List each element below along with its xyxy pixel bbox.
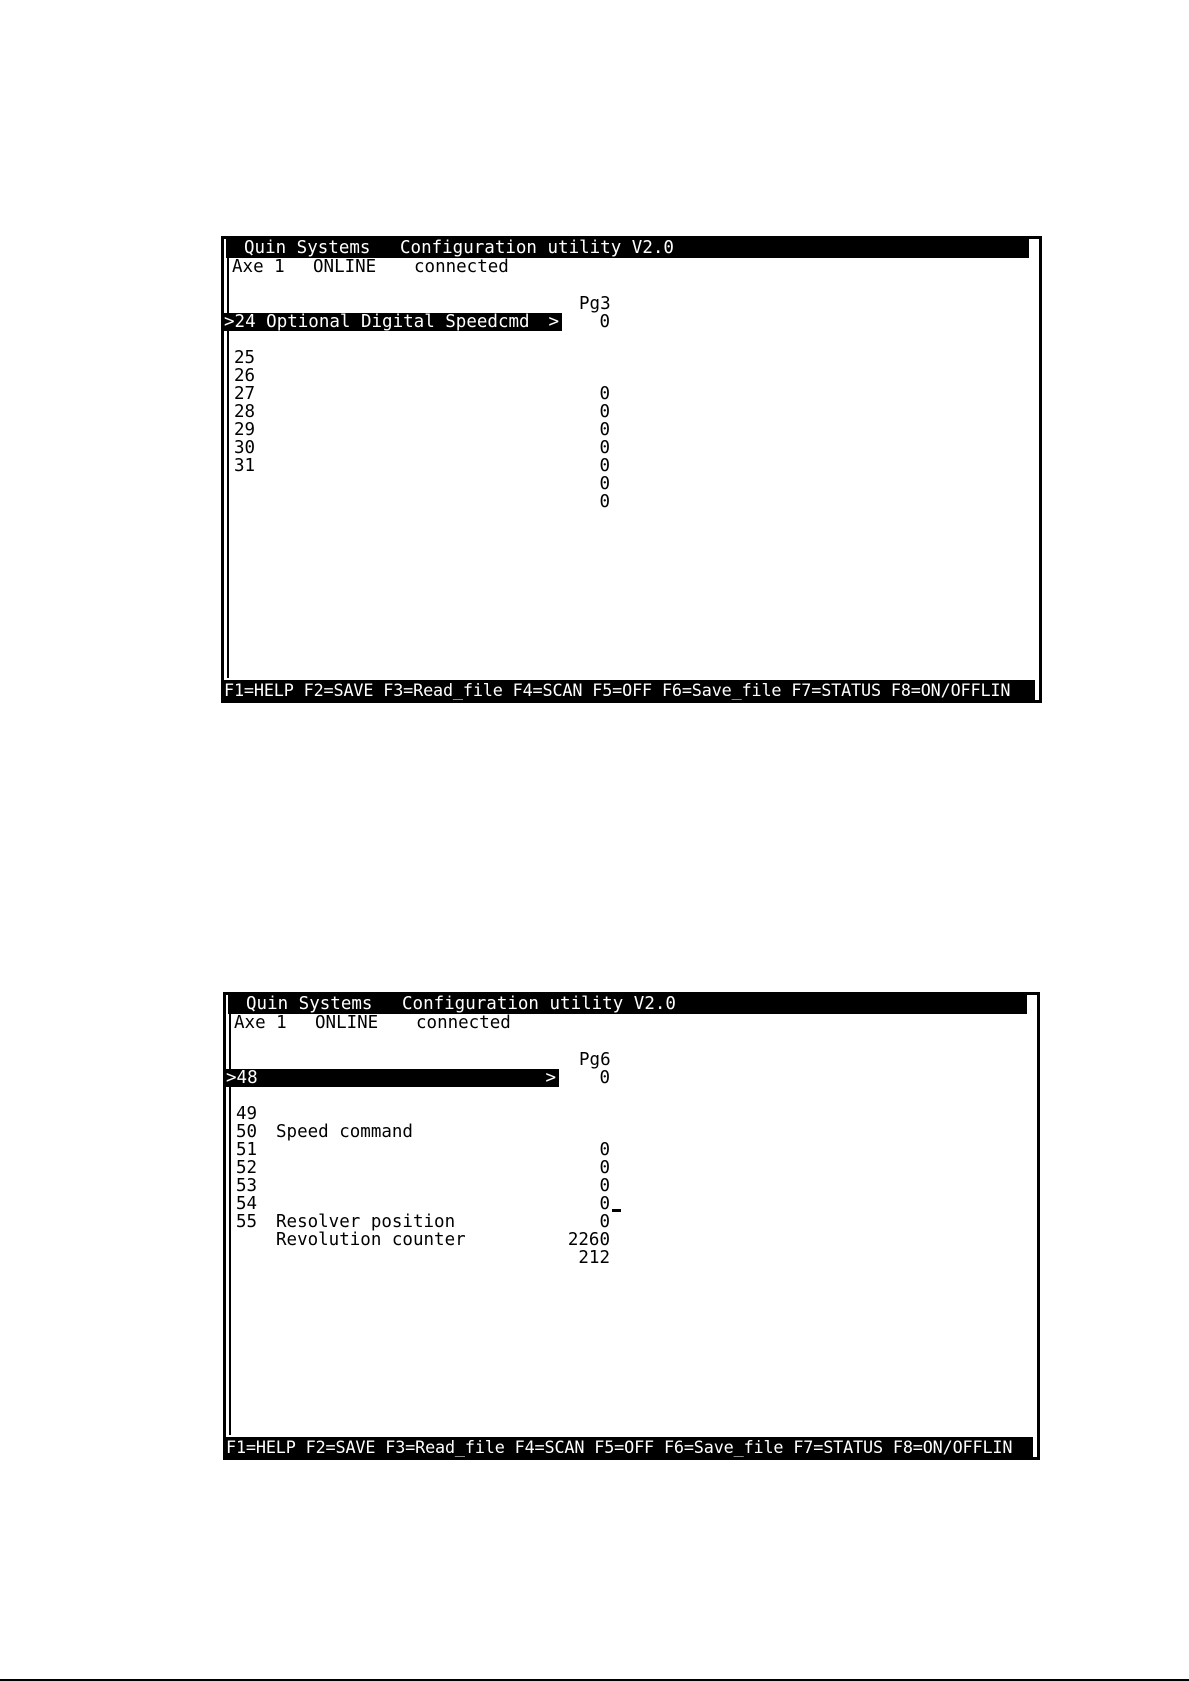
- param-number: 31: [234, 456, 256, 476]
- param-number: 27: [234, 384, 256, 404]
- selected-param-label: 24 Optional Digital Speedcmd: [234, 312, 530, 332]
- axis-label: Axe 1: [234, 1013, 287, 1033]
- title-bar: [226, 239, 1029, 258]
- param-row[interactable]: [234, 439, 614, 512]
- edit-arrow-icon[interactable]: >: [545, 1068, 556, 1088]
- param-number: 52: [236, 1158, 258, 1178]
- selection-marker: >: [226, 1068, 237, 1088]
- page-label: Pg3: [579, 294, 611, 314]
- param-number: 50: [236, 1122, 258, 1142]
- param-value: 0: [599, 492, 610, 512]
- status-line: [224, 258, 1039, 276]
- param-number: 29: [234, 420, 256, 440]
- param-value: 0: [599, 420, 610, 440]
- app-vendor: Quin Systems: [244, 238, 371, 258]
- mode-indicator[interactable]: ONLINE: [315, 1013, 379, 1033]
- selection-marker: >: [224, 312, 235, 332]
- function-key-bar[interactable]: F1=HELP F2=SAVE F3=Read_file F4=SCAN F5=OFF F6=Save_file F7=STATUS F8=ON/OFFLIN: [224, 680, 1035, 700]
- param-value: 0: [599, 384, 610, 404]
- selected-param-value: 0: [599, 312, 610, 332]
- param-number: 55: [236, 1212, 258, 1232]
- status-line: [226, 1014, 1037, 1032]
- edit-arrow-icon[interactable]: >: [548, 312, 559, 332]
- connection-status: connected: [416, 1013, 511, 1033]
- param-name: Speed command: [276, 1122, 413, 1142]
- connection-status: connected: [414, 257, 509, 277]
- app-title: Configuration utility V2.0: [400, 238, 674, 258]
- param-name: Revolution counter: [276, 1230, 466, 1250]
- text-cursor: [612, 1209, 621, 1212]
- param-number: 51: [236, 1140, 258, 1160]
- param-value: 0: [599, 1158, 610, 1178]
- app-vendor: Quin Systems: [246, 994, 373, 1014]
- param-value: 0: [599, 1140, 610, 1160]
- param-number: 25: [234, 348, 256, 368]
- title-bar: [228, 995, 1027, 1014]
- selected-param-label: 48: [236, 1068, 258, 1088]
- selected-param-text: [226, 1069, 258, 1087]
- param-number: 28: [234, 402, 256, 422]
- param-value: 0: [599, 456, 610, 476]
- param-value: 0: [599, 1176, 610, 1196]
- selected-param-row[interactable]: [224, 313, 562, 331]
- param-number: 30: [234, 438, 256, 458]
- page-label: Pg6: [579, 1050, 611, 1070]
- selected-param-text: [224, 313, 530, 331]
- param-number: 26: [234, 366, 256, 386]
- param-value: 0: [599, 1212, 610, 1232]
- param-value: 0: [599, 1194, 610, 1214]
- app-title: Configuration utility V2.0: [402, 994, 676, 1014]
- param-number: 53: [236, 1176, 258, 1196]
- param-value: 0: [599, 402, 610, 422]
- param-value: 0: [599, 474, 610, 494]
- function-key-bar[interactable]: F1=HELP F2=SAVE F3=Read_file F4=SCAN F5=OFF F6=Save_file F7=STATUS F8=ON/OFFLIN: [226, 1437, 1033, 1457]
- param-value: 212: [578, 1248, 610, 1268]
- param-value: 0: [599, 438, 610, 458]
- terminal-screen-pg3: [221, 236, 1042, 703]
- param-number: 54: [236, 1194, 258, 1214]
- param-number: 49: [236, 1104, 258, 1124]
- axis-label: Axe 1: [232, 257, 285, 277]
- selected-param-row[interactable]: [226, 1069, 559, 1087]
- mode-indicator[interactable]: ONLINE: [313, 257, 377, 277]
- param-name: Resolver position: [276, 1212, 456, 1232]
- selected-param-value: 0: [599, 1068, 610, 1088]
- terminal-screen-pg6: [223, 992, 1040, 1460]
- param-value: 2260: [567, 1230, 610, 1250]
